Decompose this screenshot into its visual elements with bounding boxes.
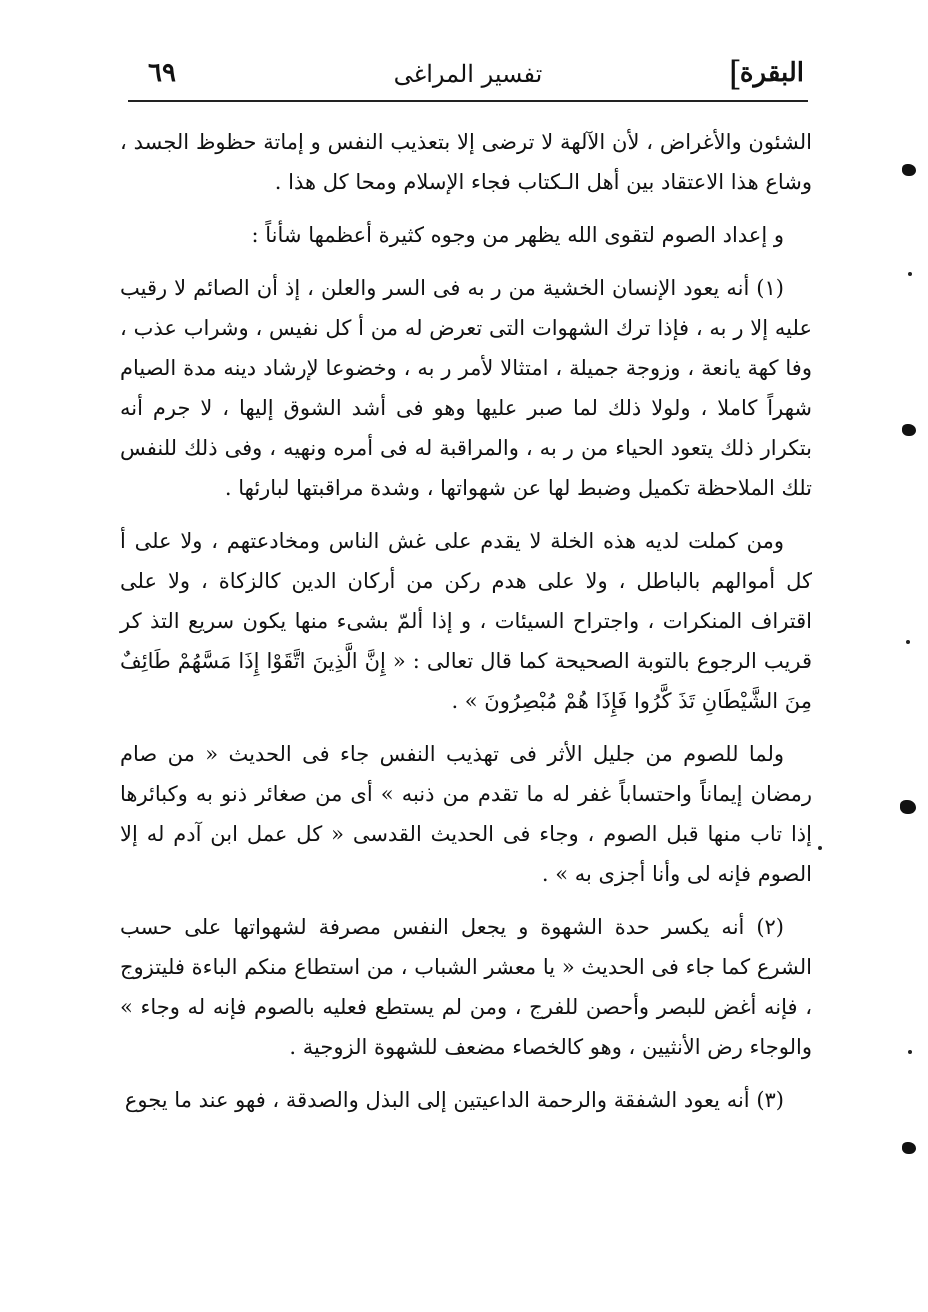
book-title: تفسير المراغى (393, 60, 543, 88)
scan-blot (902, 424, 916, 436)
paragraph: الشئون والأغراض ، لأن الآلهة لا ترضى إلا بتعذيب النفس و إماتة حظوظ الجسد ، وشاع هذا الاعتقاد بين أهل الـكتاب فجاء الإسلام ومحا كل هذا . (120, 130, 812, 194)
page-number: ٦٩ (148, 58, 176, 88)
scan-dot (818, 846, 822, 850)
paragraph: ولما للصوم من جليل الأثر فى تهذيب النفس جاء فى الحديث « من صام رمضان إيماناً واحتساباً غفر له ما تقدم من ذنبه » أى من صغائر ذنو به وكبائرها إذا تاب منها قبل الصوم ، وجاء فى الحديث القدسى « كل عمل ابن آدم له إلا الصوم فإنه لى وأنا أجزى به » . (120, 742, 812, 886)
paragraph: ومن كملت لديه هذه الخلة لا يقدم على غش الناس ومخادعتهم ، ولا على أ كل أموالهم بالباطل ، ولا على هدم ركن من أركان الدين كالزكاة ، ولا على اقتراف المنكرات ، واجتراح السيئات ، و إذا ألمّ بشىء منها يكون سريع التذ كر قريب الرجوع بالتوبة الصحيحة كما قال تعالى : « إِنَّ الَّذِينَ اتَّقَوْا إِذَا مَسَّهُمْ طَائِفٌ مِنَ الشَّيْطَانِ تَذَ كَّرُوا فَإِذَا هُمْ مُبْصِرُونَ » . (120, 529, 812, 713)
scan-dot (908, 272, 912, 276)
scan-blot (902, 164, 916, 176)
scan-blot (902, 1142, 916, 1154)
page-body (120, 122, 812, 1133)
header-rule (128, 100, 808, 102)
paragraph: (٢) أنه يكسر حدة الشهوة و يجعل النفس مصرفة لشهواتها على حسب الشرع كما جاء فى الحديث « يا معشر الشباب ، من استطاع منكم الباءة فليتزوج ، فإنه أغض للبصر وأحصن للفرج ، ومن لم يستطع فعليه بالصوم فإنه له وجاء » والوجاء رض الأنثيين ، وهو كالخصاء مضعف للشهوة الزوجية . (120, 915, 812, 1059)
header-bracket: ] (728, 54, 742, 94)
paragraph: (١) أنه يعود الإنسان الخشية من ر به فى السر والعلن ، إذ أن الصائم لا رقيب عليه إلا ر به ، فإذا ترك الشهوات التى تعرض له من أ كل نفيس ، وشراب عذب ، وفا كهة يانعة ، وزوجة جميلة ، امتثالا لأمر ر به ، وخضوعا لإرشاد دينه مدة الصيام شهراً كاملا ، ولولا ذلك لما صبر عليها وهو فى أشد الشوق إليها ، لا جرم أنه بتكرار ذلك يتعود الحياء من ر به ، والمراقبة له فى أمره ونهيه ، وفى ذلك للنفس تلك الملاحظة تكميل وضبط لها عن شهواتها ، وشدة مراقبتها لبارئها . (120, 276, 812, 500)
scan-blot (900, 800, 916, 814)
scan-dot (908, 1050, 912, 1054)
page-header (128, 52, 808, 96)
paragraph: و إعداد الصوم لتقوى الله يظهر من وجوه كثيرة أعظمها شأناً : (251, 223, 784, 247)
paragraph: (٣) أنه يعود الشفقة والرحمة الداعيتين إلى البذل والصدقة ، فهو عند ما يجوع (124, 1088, 784, 1112)
surah-name: البقرة (739, 58, 804, 88)
scan-dot (906, 640, 910, 644)
